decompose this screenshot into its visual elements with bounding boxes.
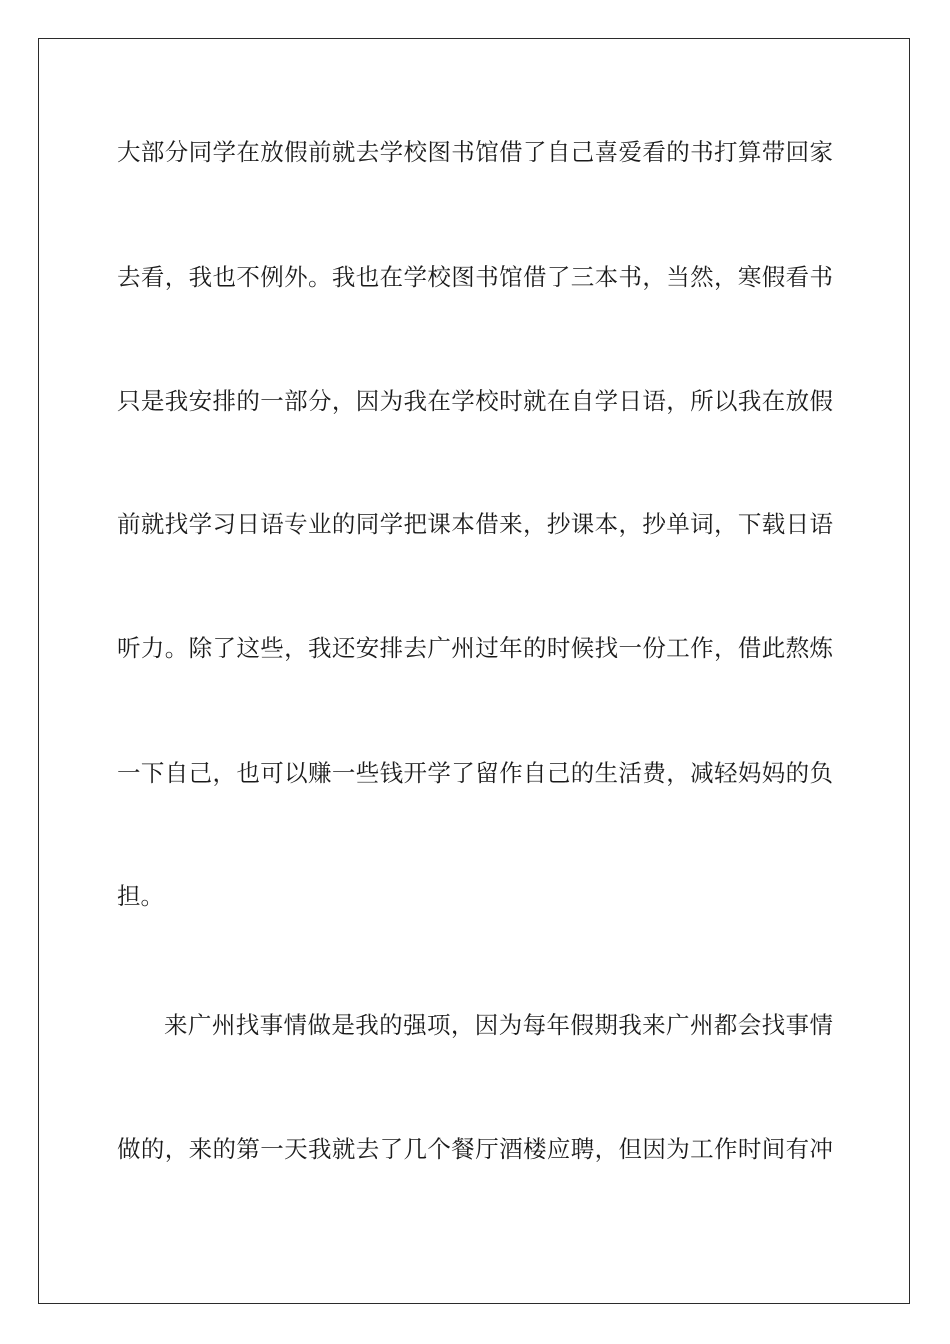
paragraph-line-7: 担。 bbox=[117, 882, 164, 910]
paragraph-line-4: 前就找学习日语专业的同学把课本借来，抄课本，抄单词，下载日语 bbox=[117, 510, 833, 538]
paragraph-line-6: 一下自己，也可以赚一些钱开学了留作自己的生活费，减轻妈妈的负 bbox=[117, 759, 833, 787]
paragraph-line-8: 来广州找事情做是我的强项，因为每年假期我来广州都会找事情 bbox=[164, 1011, 833, 1039]
page-border bbox=[38, 38, 910, 1304]
paragraph-line-1: 大部分同学在放假前就去学校图书馆借了自己喜爱看的书打算带回家 bbox=[117, 138, 833, 166]
paragraph-line-5: 听力。除了这些，我还安排去广州过年的时候找一份工作，借此熬炼 bbox=[117, 634, 833, 662]
paragraph-line-2: 去看，我也不例外。我也在学校图书馆借了三本书，当然，寒假看书 bbox=[117, 263, 833, 291]
paragraph-line-3: 只是我安排的一部分，因为我在学校时就在自学日语，所以我在放假 bbox=[117, 387, 833, 415]
paragraph-line-9: 做的，来的第一天我就去了几个餐厅酒楼应聘，但因为工作时间有冲 bbox=[117, 1135, 833, 1163]
